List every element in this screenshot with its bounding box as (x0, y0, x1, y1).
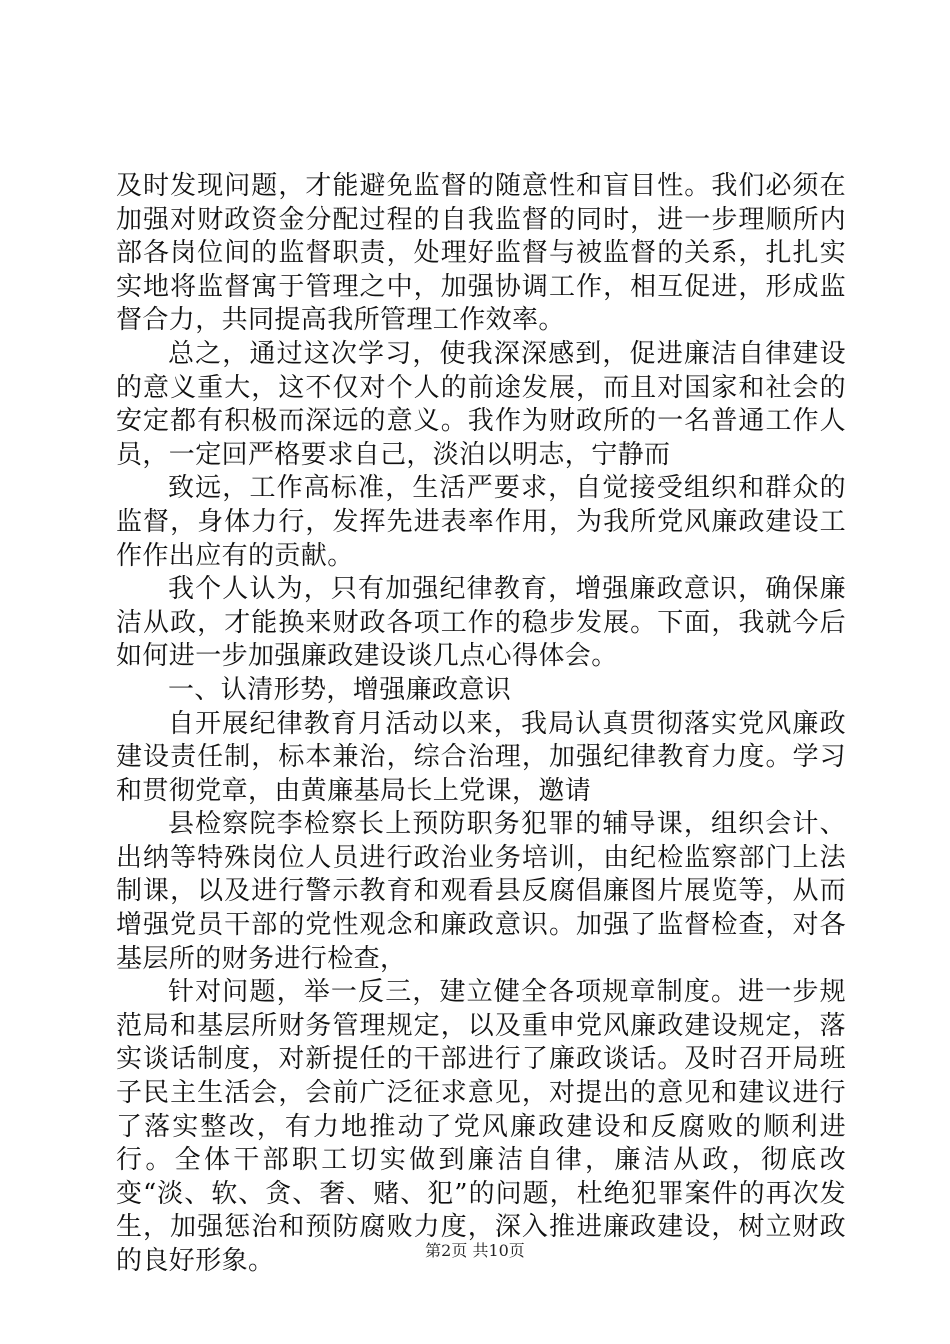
paragraph: 我个人认为，只有加强纪律教育，增强廉政意识，确保廉洁从政，才能换来财政各项工作的稳步发展。下面，我就今后如何进一步加强廉政建设谈几点心得体会。 (116, 574, 846, 672)
section-heading: 一、认清形势，增强廉政意识 (168, 674, 512, 705)
paragraph: 自开展纪律教育月活动以来，我局认真贯彻落实党风廉政建设责任制，标本兼治，综合治理，加强纪律教育力度。学习和贯彻党章，由黄廉基局长上党课，邀请 (116, 708, 846, 806)
document-body (116, 170, 846, 1279)
paragraph: 致远，工作高标准，生活严要求，自觉接受组织和群众的监督，身体力行，发挥先进表率作用，为我所党风廉政建设工作作出应有的贡献。 (116, 473, 846, 571)
paragraph: 总之，通过这次学习，使我深深感到，促进廉洁自律建设的意义重大，这不仅对个人的前途发展，而且对国家和社会的安定都有积极而深远的意义。我作为财政所的一名普通工作人员，一定回严格要求自己，淡泊以明志，宁静而 (116, 338, 846, 470)
paragraph: 针对问题，举一反三，建立健全各项规章制度。进一步规范局和基层所财务管理规定，以及重申党风廉政建设规定，落实谈话制度，对新提任的干部进行了廉政谈话。及时召开局班子民主生活会，会前广泛征求意见，对提出的意见和建议进行了落实整改，有力地推动了党风廉政建设和反腐败的顺利进行。全体干部职工切实做到廉洁自律，廉洁从政，彻底改变“淡、软、贪、奢、赌、犯”的问题，杜绝犯罪案件的再次发生，加强惩治和预防腐败力度，深入推进廉政建设，树立财政的良好形象。 (116, 977, 846, 1276)
paragraph: 及时发现问题，才能避免监督的随意性和盲目性。我们必须在加强对财政资金分配过程的自我监督的同时，进一步理顺所内部各岗位间的监督职责，处理好监督与被监督的关系，扎扎实实地将监督寓于管理之中，加强协调工作，相互促进，形成监督合力，共同提高我所管理工作效率。 (116, 171, 846, 336)
paragraph: 县检察院李检察长上预防职务犯罪的辅导课，组织会计、出纳等特殊岗位人员进行政治业务培训，由纪检监察部门上法制课，以及进行警示教育和观看县反腐倡廉图片展览等，从而增强党员干部的党性观念和廉政意识。加强了监督检查，对各基层所的财务进行检查， (116, 809, 846, 974)
page-number-footer: 第2页 共10页 (425, 1241, 525, 1260)
